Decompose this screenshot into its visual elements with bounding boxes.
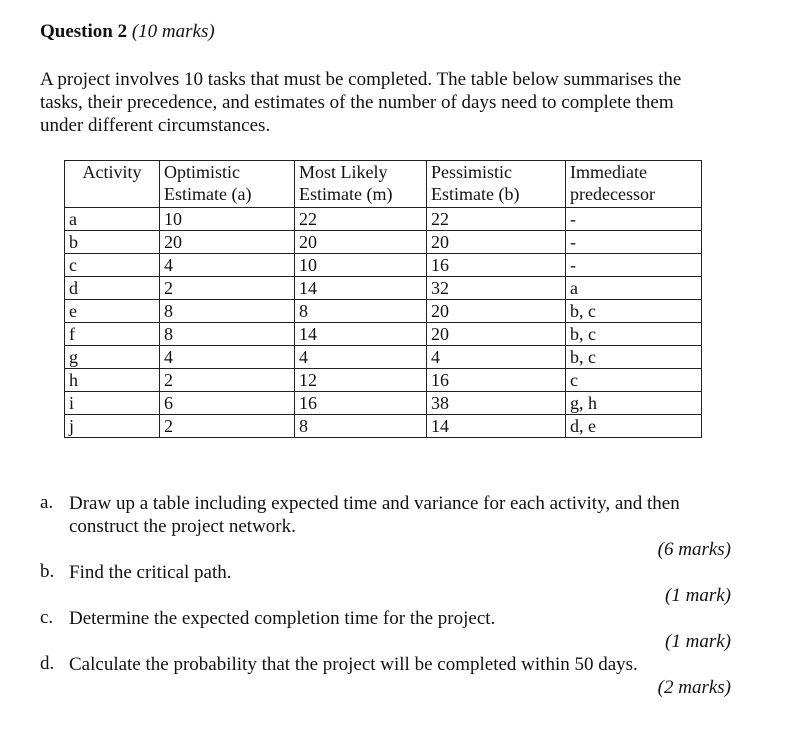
question-item-marks: (6 marks) — [657, 539, 731, 560]
cell-most-likely: 20 — [295, 231, 427, 254]
intro-line: tasks, their precedence, and estimates of the number of days need to complete them — [40, 92, 674, 113]
header-optimistic: Optimistic Estimate (a) — [160, 161, 295, 208]
cell-predecessor: b, c — [566, 346, 702, 369]
table-row — [65, 231, 702, 254]
table-row — [65, 369, 702, 392]
question-item-b — [40, 561, 740, 607]
table-row — [65, 415, 702, 438]
question-item-text: Calculate the probability that the project will be completed within 50 days. — [69, 654, 638, 675]
question-item-marks: (2 marks) — [657, 677, 731, 698]
cell-pessimistic: 4 — [427, 346, 566, 369]
question-item-c — [40, 607, 740, 653]
cell-pessimistic: 38 — [427, 392, 566, 415]
question-item-label: a. — [40, 492, 54, 513]
cell-pessimistic: 32 — [427, 277, 566, 300]
cell-pessimistic: 16 — [427, 369, 566, 392]
cell-pessimistic: 16 — [427, 254, 566, 277]
cell-most-likely: 10 — [295, 254, 427, 277]
table-row — [65, 346, 702, 369]
cell-most-likely: 16 — [295, 392, 427, 415]
question-item-marks: (1 mark) — [665, 631, 731, 652]
question-list — [40, 492, 740, 699]
cell-optimistic: 10 — [160, 208, 295, 231]
question-item-label: b. — [40, 561, 55, 582]
cell-optimistic: 2 — [160, 277, 295, 300]
cell-activity: b — [65, 231, 160, 254]
cell-activity: c — [65, 254, 160, 277]
header-activity: Activity — [65, 161, 160, 208]
question-marks: (10 marks) — [131, 21, 215, 42]
cell-predecessor: - — [566, 208, 702, 231]
intro-paragraph — [40, 68, 740, 137]
question-item-text: Determine the expected completion time for the project. — [69, 608, 496, 629]
cell-predecessor: b, c — [566, 323, 702, 346]
question-item-label: d. — [40, 653, 55, 674]
table-row — [65, 300, 702, 323]
table-row — [65, 277, 702, 300]
cell-most-likely: 4 — [295, 346, 427, 369]
cell-predecessor: g, h — [566, 392, 702, 415]
question-item-text: Draw up a table including expected time and variance for each activity, and then construct the project network. — [69, 493, 680, 537]
cell-predecessor: a — [566, 277, 702, 300]
cell-most-likely: 22 — [295, 208, 427, 231]
cell-predecessor: b, c — [566, 300, 702, 323]
intro-line: A project involves 10 tasks that must be completed. The table below summarises the — [40, 69, 682, 90]
cell-pessimistic: 20 — [427, 300, 566, 323]
cell-most-likely: 14 — [295, 323, 427, 346]
cell-activity: a — [65, 208, 160, 231]
question-item-label: c. — [40, 607, 54, 628]
cell-pessimistic: 20 — [427, 323, 566, 346]
table-header-row — [65, 161, 702, 208]
header-pessimistic: Pessimistic Estimate (b) — [427, 161, 566, 208]
cell-optimistic: 2 — [160, 415, 295, 438]
cell-pessimistic: 14 — [427, 415, 566, 438]
cell-activity: e — [65, 300, 160, 323]
cell-activity: j — [65, 415, 160, 438]
question-label: Question 2 — [40, 21, 128, 42]
header-most-likely: Most Likely Estimate (m) — [295, 161, 427, 208]
table-row — [65, 254, 702, 277]
cell-predecessor: - — [566, 254, 702, 277]
table-row — [65, 392, 702, 415]
task-table — [64, 160, 702, 438]
cell-optimistic: 4 — [160, 254, 295, 277]
table-row — [65, 323, 702, 346]
cell-optimistic: 2 — [160, 369, 295, 392]
cell-predecessor: c — [566, 369, 702, 392]
cell-most-likely: 14 — [295, 277, 427, 300]
question-item-text: Find the critical path. — [69, 562, 232, 583]
question-heading — [40, 20, 215, 44]
cell-activity: f — [65, 323, 160, 346]
cell-pessimistic: 20 — [427, 231, 566, 254]
header-predecessor: Immediate predecessor — [566, 161, 702, 208]
cell-optimistic: 4 — [160, 346, 295, 369]
intro-line: under different circumstances. — [40, 115, 271, 136]
table-row — [65, 208, 702, 231]
cell-most-likely: 8 — [295, 415, 427, 438]
cell-predecessor: - — [566, 231, 702, 254]
cell-most-likely: 12 — [295, 369, 427, 392]
cell-activity: i — [65, 392, 160, 415]
cell-optimistic: 8 — [160, 300, 295, 323]
cell-optimistic: 6 — [160, 392, 295, 415]
cell-pessimistic: 22 — [427, 208, 566, 231]
question-item-marks: (1 mark) — [665, 585, 731, 606]
cell-most-likely: 8 — [295, 300, 427, 323]
cell-activity: h — [65, 369, 160, 392]
cell-activity: g — [65, 346, 160, 369]
question-item-d — [40, 653, 740, 699]
cell-activity: d — [65, 277, 160, 300]
cell-optimistic: 20 — [160, 231, 295, 254]
question-item-a — [40, 492, 740, 561]
cell-predecessor: d, e — [566, 415, 702, 438]
cell-optimistic: 8 — [160, 323, 295, 346]
